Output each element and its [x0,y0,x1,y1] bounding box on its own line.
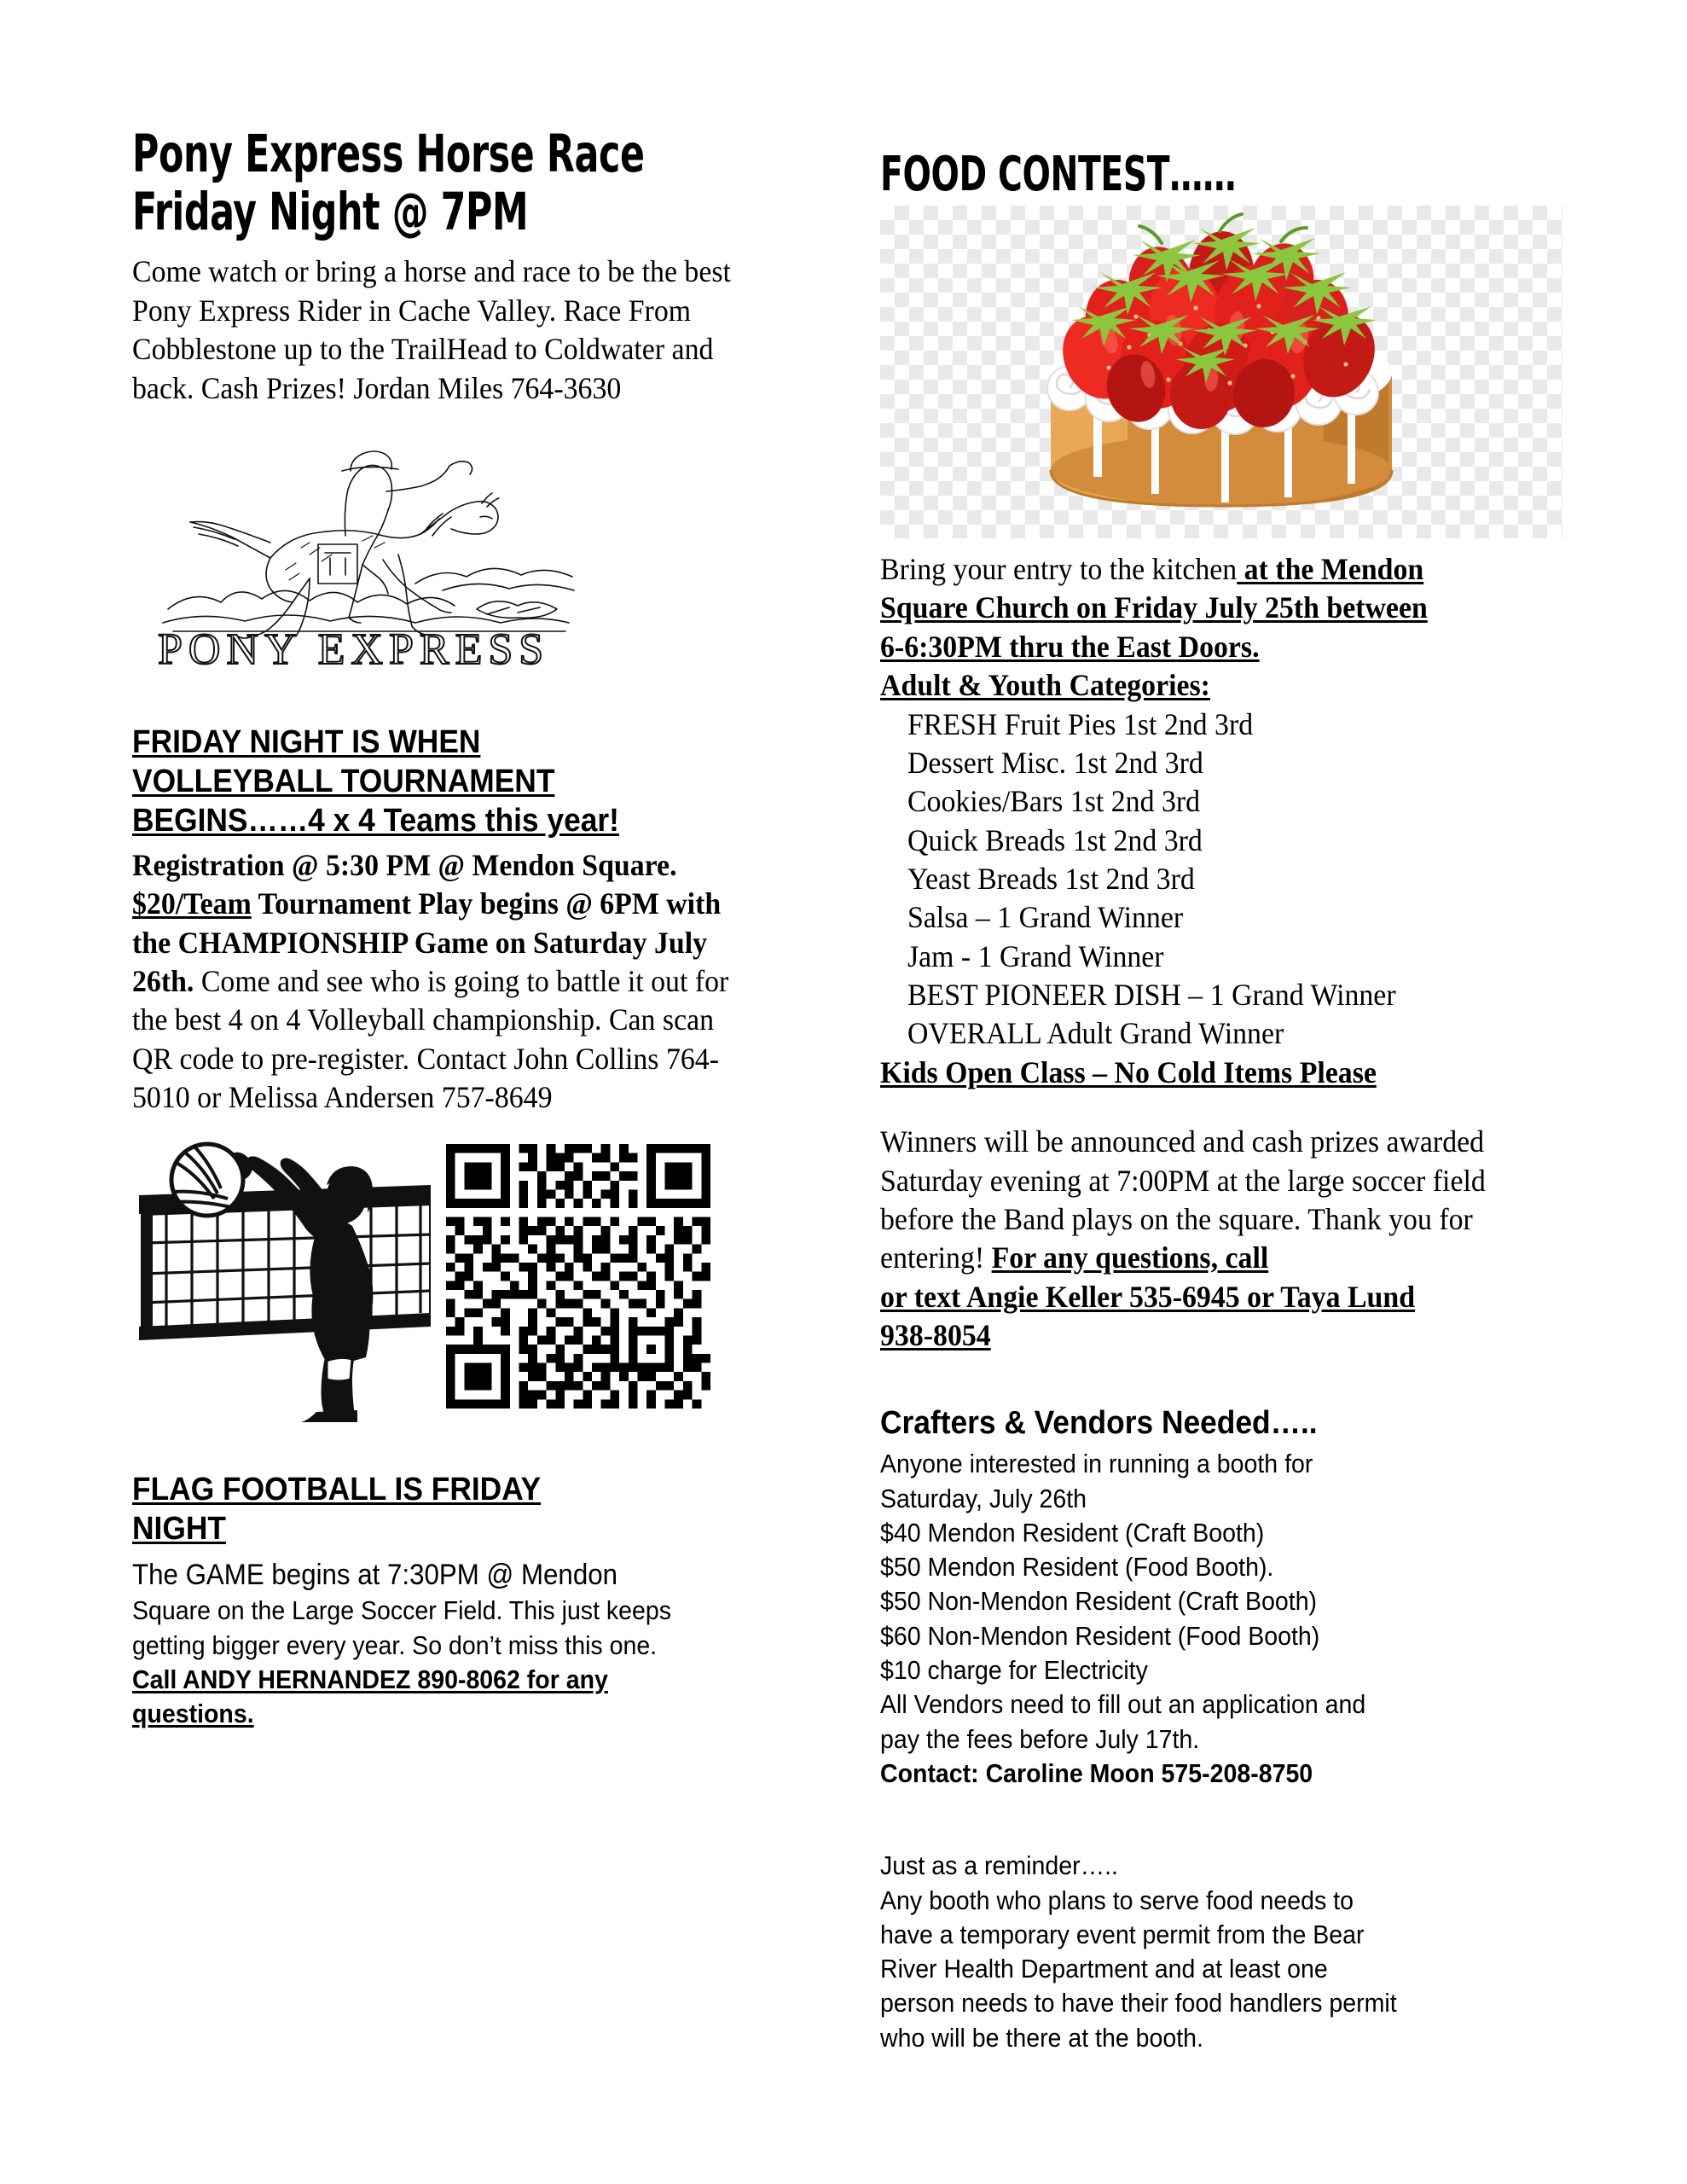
left-column [132,124,780,1732]
vendor-fee-item: $40 Mendon Resident (Craft Booth) [880,1517,1265,1548]
food-category-item: Dessert Misc. 1st 2nd 3rd [907,745,1203,780]
vendor-fee-item: $50 Non-Mendon Resident (Craft Booth) [880,1586,1318,1617]
reminder-line3: River Health Department and at least one [880,1954,1328,1984]
qr-code[interactable] [446,1144,710,1409]
volleyball-play-text: Tournament Play begins @ 6PM with the CHAMPIONSHIP Game on Saturday July 26th. [132,886,722,998]
food-category-item: Salsa – 1 Grand Winner [907,900,1184,935]
volleyball-media-row [132,1129,780,1423]
winners-bold-2: or text Angie Keller 535-6945 or Taya Lund [880,1279,1416,1314]
pony-express-section [132,124,780,672]
food-category-item: OVERALL Adult Grand Winner [907,1016,1284,1051]
volleyball-section [132,723,780,1423]
flag-football-line2: Square on the Large Soccer Field. This just keeps [132,1595,672,1626]
volleyball-body [132,846,741,1118]
spacer [880,1092,1571,1106]
reminder-line5: who will be there at the booth. [880,2022,1203,2053]
food-categories-heading: Adult & Youth Categories: [880,668,1210,703]
flag-football-section [132,1471,780,1731]
pony-race-body: Come watch or bring a horse and race to be the best Pony Express Rider in Cache Valley. Race From Cobblestone up to the TrailHead to Coldwater and back. Cash Prizes! Jordan Miles 764-3630 [132,254,731,405]
food-category-item: Jam - 1 Grand Winner [907,938,1164,973]
winners-plain-text: Winners will be announced and cash prizes awarded Saturday evening at 7:00PM at the large soccer field before the Band plays on the square. Thank you for entering! [880,1124,1486,1275]
flag-football-contact-line1: Call ANDY HERNANDEZ 890-8062 for any [132,1664,608,1695]
volleyball-heading-line2: VOLLEYBALL TOURNAMENT [132,763,555,799]
volleyball-price: $20/Team [132,886,252,921]
food-intro-plain: Bring your entry to the kitchen [880,552,1238,587]
vendors-application-line2: pay the fees before July 17th. [880,1723,1200,1754]
pony-race-heading-line2: Friday Night @ 7PM [132,182,529,243]
vendors-line1: Anyone interested in running a booth for [880,1449,1313,1479]
food-category-item: FRESH Fruit Pies 1st 2nd 3rd [907,706,1254,741]
reminder-line4: person needs to have their food handlers permit [880,1988,1397,2018]
food-contest-intro [880,550,1529,589]
spacer [880,1791,1571,1820]
kids-open-class: Kids Open Class – No Cold Items Please [880,1054,1377,1089]
vendors-application-line1: All Vendors need to fill out an application and [880,1689,1366,1720]
volleyball-details-text: Come and see who is going to battle it out for the best 4 on 4 Volleyball championship. Can scan QR code to pre-register. Contact John Collins 764-5010 or Melissa Andersen 757-8649 [132,963,729,1114]
winners-announcement [880,1123,1529,1277]
vendor-fee-item: $50 Mendon Resident (Food Booth). [880,1552,1274,1583]
reminder-line1: Any booth who plans to serve food needs to [880,1885,1354,1915]
food-category-item: Cookies/Bars 1st 2nd 3rd [907,784,1201,819]
flag-football-heading-line1: FLAG FOOTBALL IS FRIDAY [132,1472,542,1508]
strawberry-cake-image [880,206,1562,538]
flag-football-contact-line2: questions. [132,1699,254,1729]
vendors-contact: Contact: Caroline Moon 575-208-8750 [880,1757,1313,1788]
flag-football-heading-line2: NIGHT [132,1511,226,1548]
volleyball-heading-line1: FRIDAY NIGHT IS WHEN [132,723,481,760]
food-contest-section [880,147,1571,1355]
flag-football-line3: getting bigger every year. So don’t miss this one. [132,1629,658,1660]
pony-express-logo [142,408,586,672]
right-column [880,147,1571,2055]
food-intro-bold-3: 6-6:30PM thru the East Doors. [880,629,1260,664]
food-category-item: Yeast Breads 1st 2nd 3rd [907,861,1195,896]
spacer [132,672,780,718]
food-contest-heading: FOOD CONTEST…… [880,147,1237,202]
vendor-fee-item: $60 Non-Mendon Resident (Food Booth) [880,1620,1320,1651]
reminder-section [880,1849,1571,2055]
pony-race-heading-line1: Pony Express Horse Race [132,124,645,184]
reminder-heading: Just as a reminder….. [880,1850,1118,1881]
pony-express-caption: PONY EXPRESS [158,624,550,672]
winners-bold-1: For any questions, call [991,1240,1269,1275]
reminder-line2: have a temporary event permit from the Bear [880,1919,1365,1949]
spacer [880,1355,1571,1384]
volleyball-illustration [132,1129,431,1423]
food-intro-bold-2: Square Church on Friday July 25th between [880,590,1428,625]
food-category-item: BEST PIONEER DISH – 1 Grand Winner [907,978,1396,1013]
vendors-heading: Crafters & Vendors Needed….. [880,1405,1318,1442]
winners-bold-3: 938-8054 [880,1317,991,1352]
volleyball-heading-line3: BEGINS……4 x 4 Teams this year! [132,802,619,839]
food-intro-bold-1: at the Mendon [1237,552,1424,587]
spacer [132,1423,780,1452]
vendor-fee-item: $10 charge for Electricity [880,1655,1148,1686]
food-category-item: Quick Breads 1st 2nd 3rd [907,822,1203,857]
volleyball-registration-text: Registration @ 5:30 PM @ Mendon Square. [132,847,677,882]
vendors-line2: Saturday, July 26th [880,1483,1087,1513]
vendors-section [880,1404,1571,1791]
flag-football-line1: The GAME begins at 7:30PM @ Mendon [132,1559,618,1592]
